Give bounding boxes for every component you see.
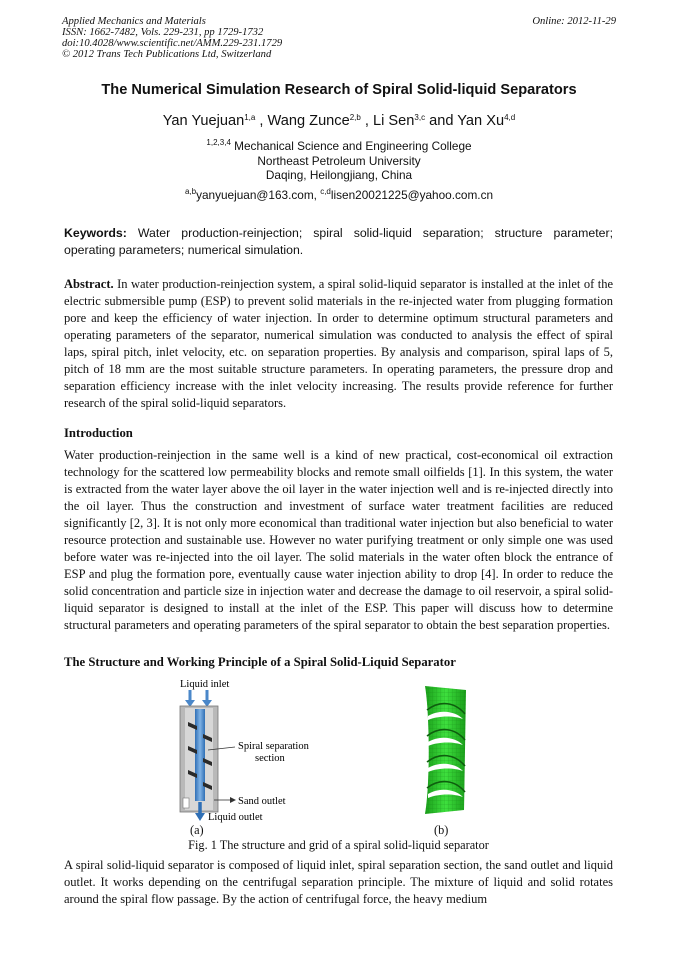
author-sep: , — [255, 113, 268, 129]
author-emails — [62, 188, 616, 202]
keywords-text: Water production-reinjection; spiral solid-liquid separation; structure parameter; operating parameters; numerical simulation. — [64, 226, 613, 257]
author-name: Li Sen — [373, 113, 415, 129]
email-link[interactable]: lisen20021225@yahoo.com.cn — [330, 188, 494, 202]
label-liquid-inlet: Liquid inlet — [180, 679, 230, 690]
abstract-label: Abstract. — [64, 277, 114, 291]
label-spiral-section: Spiral separation — [238, 741, 309, 752]
affiliation — [62, 139, 616, 183]
journal-name: Applied Mechanics and Materials — [62, 16, 206, 27]
author-sup: 1,a — [244, 113, 256, 122]
email-link[interactable]: yanyuejuan@163.com, — [196, 188, 317, 202]
author-name: Wang Zunce — [267, 113, 350, 129]
running-header — [62, 16, 616, 60]
author-sep: , — [360, 113, 374, 129]
inlet-arrow-icon — [185, 690, 212, 707]
introduction-text: Water production-reinjection in the same well is a kind of new practical, cost-economical oil extraction technology for the scattered low permeability blocks and remote small oilfields [1]. In this system, the water is extracted from the water layer above the oil layer in the water injection well and is re-injected directly into the oil layer. Thus the construction and investment of surface water treatment facilities are reduced significantly [2, 3]. It is not only more economical than traditional water injection but also beneficial to water resource protection and sustainable use. However no water purifying treatment or only simple one was used before water was re-injected into the oil layer. The solid materials in the water often block the entrance of ESP and plug the formation pore, eventually cause water injection ability to drop [4]. In order to reduce the solid concentration and particle size in injection water and decrease the damage to oil reservoir, a spiral solid-liquid separator is designed to install at the inlet of the ESP. This paper will discuss how to determine structural parameters and operating parameters of the spiral separator to obtain the best separation properties. — [64, 448, 613, 632]
doi-line: doi:10.4028/www.scientific.net/AMM.229-231.1729 — [62, 38, 283, 49]
subfigure-a-label: (a) — [190, 823, 204, 837]
author-sep: and — [425, 113, 458, 129]
email-sup: c,d — [320, 187, 331, 196]
author-sup: 3,c — [414, 113, 426, 122]
online-date: Online: 2012-11-29 — [532, 16, 616, 27]
author-list — [62, 113, 616, 129]
copyright-line: © 2012 Trans Tech Publications Ltd, Switzerland — [62, 49, 272, 60]
affiliation-sup: 1,2,3,4 — [206, 138, 231, 147]
central-flow-channel — [195, 709, 205, 801]
paper-title: The Numerical Simulation Research of Spiral Solid-liquid Separators — [101, 82, 577, 98]
author-sup: 4,d — [504, 113, 516, 122]
figure-caption: Fig. 1 The structure and grid of a spiral solid-liquid separator — [188, 838, 489, 852]
abstract — [64, 276, 613, 412]
email-sup: a,b — [184, 187, 197, 196]
affiliation-line: Daqing, Heilongjiang, China — [265, 168, 413, 182]
label-sand-outlet: Sand outlet — [238, 796, 286, 807]
label-spiral-section-2: section — [255, 753, 285, 764]
label-liquid-outlet: Liquid outlet — [208, 812, 263, 823]
author-name: Yan Xu — [457, 113, 505, 129]
structure-text: A spiral solid-liquid separator is composed of liquid inlet, spiral separation section, the sand outlet and liquid outlet. It works depending on the centrifugal separation principle. The mixture of liquid and solid rotates around the spiral flow passage. By the action of centrifugal force, the heavy medium — [64, 858, 613, 906]
introduction-heading: Introduction — [64, 426, 133, 440]
keywords — [64, 225, 613, 259]
separator-schematic — [180, 679, 310, 823]
keywords-label: Keywords: — [64, 226, 127, 240]
abstract-text: In water production-reinjection system, a spiral solid-liquid separator is installed at the inlet of the electric submersible pump (ESP) to prevent solid materials in the re-injected water from plugging formation pore and keep the efficiency of water injection. In order to determine optimum structural parameters and operating parameters of the separator, numerical simulation was conducted to analysis the effect of spiral laps, spiral pitch, inlet velocity, etc. on separation properties. By analysis and comparison, spiral laps of 5, pitch of 18 mm are the most suitable structure parameters. In operating parameters, the pressure drop and separation efficiency increase with the inlet velocity increasing. The results provide reference for further research of the spiral solid-liquid separators. — [64, 277, 614, 410]
issn-line: ISSN: 1662-7482, Vols. 229-231, pp 1729-1732 — [62, 27, 264, 38]
structure-heading: The Structure and Working Principle of a Spiral Solid-Liquid Separator — [64, 655, 456, 669]
sand-outlet-port — [183, 798, 189, 808]
subfigure-b-label: (b) — [434, 823, 449, 837]
figure-1 — [0, 676, 678, 861]
spiral-grid-model — [425, 686, 466, 814]
author-sup: 2,b — [349, 113, 361, 122]
affiliation-line: Mechanical Science and Engineering College — [234, 139, 472, 153]
affiliation-line: Northeast Petroleum University — [257, 153, 421, 168]
author-name: Yan Yuejuan — [162, 113, 245, 129]
